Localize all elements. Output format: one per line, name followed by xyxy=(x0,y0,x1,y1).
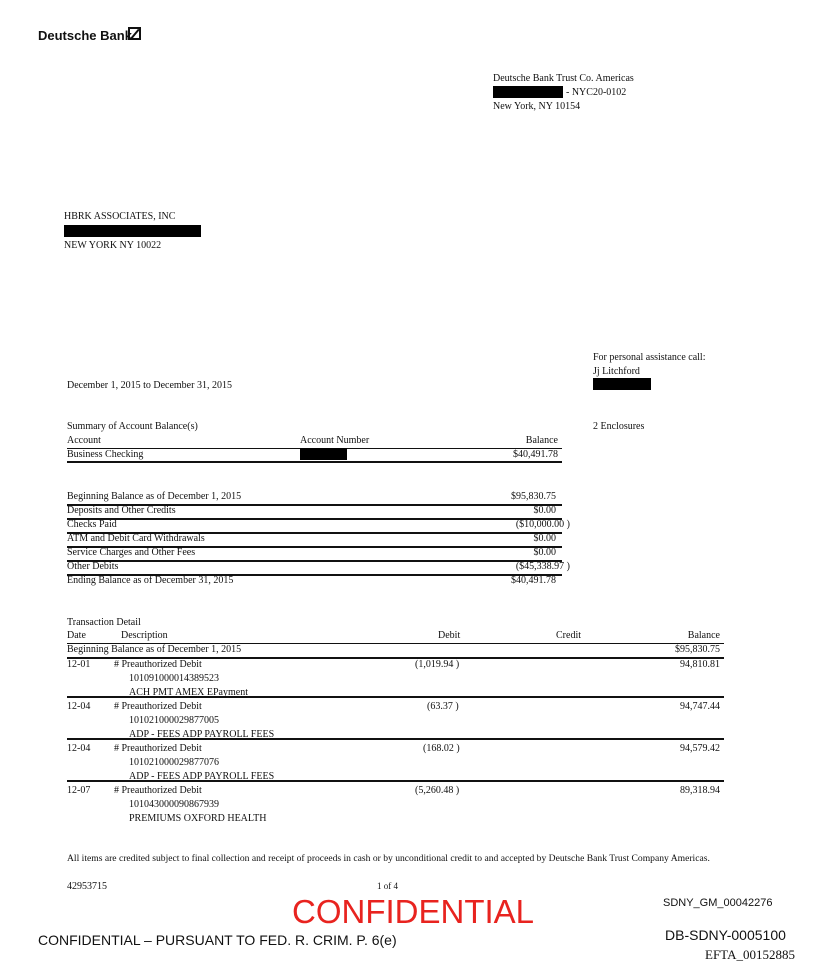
txn-debit: (168.02 ) xyxy=(423,743,460,754)
document-number: 42953715 xyxy=(67,881,107,892)
account-balance: $40,491.78 xyxy=(513,449,558,460)
txn-balance: 94,810.81 xyxy=(680,659,720,670)
header-account-number: Account Number xyxy=(300,435,370,446)
branch-name: Deutsche Bank Trust Co. Americas xyxy=(493,73,634,84)
txn-reference: 101043000090867939 xyxy=(129,799,219,810)
summary-header xyxy=(67,435,562,449)
txn-memo: ACH PMT AMEX EPayment xyxy=(129,687,248,698)
balance-label: ATM and Debit Card Withdrawals xyxy=(67,533,205,544)
transaction-row xyxy=(67,784,724,822)
balance-row xyxy=(67,505,562,520)
beginning-balance: $95,830.75 xyxy=(675,644,720,655)
txn-balance: 94,579.42 xyxy=(680,743,720,754)
txn-description: # Preauthorized Debit xyxy=(114,701,202,712)
assistance-label: For personal assistance call: xyxy=(593,352,706,363)
balance-label: Service Charges and Other Fees xyxy=(67,547,196,558)
branch-city: New York, NY 10154 xyxy=(493,101,581,112)
header-balance: Balance xyxy=(525,435,558,446)
transaction-row xyxy=(67,658,724,698)
balance-value: $40,491.78 xyxy=(511,575,556,586)
header-account: Account xyxy=(67,435,101,446)
balance-row xyxy=(67,575,562,588)
txn-balance: 94,747.44 xyxy=(680,701,720,712)
txn-date: 12-01 xyxy=(67,659,91,670)
txn-reference: 101021000029877005 xyxy=(129,715,219,726)
txn-balance: 89,318.94 xyxy=(680,785,720,796)
txn-memo: ADP - FEES ADP PAYROLL FEES xyxy=(129,729,275,740)
header-date: Date xyxy=(67,630,86,641)
customer-city: NEW YORK NY 10022 xyxy=(64,240,162,251)
customer-name: HBRK ASSOCIATES, INC xyxy=(64,211,176,222)
summary-row xyxy=(67,448,562,463)
balance-value: ($10,000.00 ) xyxy=(515,519,570,530)
transaction-row xyxy=(67,700,724,740)
balance-row xyxy=(67,519,570,534)
page-number: 1 of 4 xyxy=(377,881,398,891)
balance-row xyxy=(67,547,562,562)
balance-label: Beginning Balance as of December 1, 2015 xyxy=(67,491,242,502)
assistance-contact: Jj Litchford xyxy=(593,366,640,377)
txn-description: # Preauthorized Debit xyxy=(114,659,202,670)
txn-date: 12-04 xyxy=(67,743,91,754)
txn-memo: ADP - FEES ADP PAYROLL FEES xyxy=(129,771,275,782)
txn-reference: 101091000014389523 xyxy=(129,673,219,684)
header-description: Description xyxy=(121,630,168,641)
txn-date: 12-04 xyxy=(67,701,91,712)
balance-value: ($45,338.97 ) xyxy=(515,561,570,572)
balance-label: Ending Balance as of December 31, 2015 xyxy=(67,575,234,586)
balance-label: Deposits and Other Credits xyxy=(67,505,176,516)
disclaimer: All items are credited subject to final collection and receipt of proceeds in cash or by unconditional credit to and accepted by Deutsche Bank Trust Company Americas. xyxy=(67,853,710,864)
account-name: Business Checking xyxy=(67,449,144,460)
txn-debit: (1,019.94 ) xyxy=(415,659,460,670)
header-debit: Debit xyxy=(438,630,461,641)
transaction-header xyxy=(67,630,724,644)
redaction xyxy=(64,225,201,237)
txn-date: 12-07 xyxy=(67,785,91,796)
txn-debit: (5,260.48 ) xyxy=(415,785,460,796)
txn-debit: (63.37 ) xyxy=(427,701,459,712)
bates-number-sdny-gm: SDNY_GM_00042276 xyxy=(663,897,773,909)
enclosures: 2 Enclosures xyxy=(593,421,645,432)
txn-description: # Preauthorized Debit xyxy=(114,743,202,754)
beginning-label: Beginning Balance as of December 1, 2015 xyxy=(67,644,242,655)
balance-value: $95,830.75 xyxy=(511,491,556,502)
beginning-balance-row xyxy=(67,644,724,659)
balance-value: $0.00 xyxy=(533,533,556,544)
deutsche-bank-slash-icon xyxy=(128,27,141,40)
summary-title: Summary of Account Balance(s) xyxy=(67,421,198,432)
balance-row xyxy=(67,491,562,506)
balance-label: Other Debits xyxy=(67,561,119,572)
statement-period: December 1, 2015 to December 31, 2015 xyxy=(67,380,232,391)
confidential-stamp: CONFIDENTIAL xyxy=(292,893,535,930)
confidential-notice: CONFIDENTIAL – PURSUANT TO FED. R. CRIM. P. 6(e) xyxy=(38,932,397,948)
branch-code: - NYC20-0102 xyxy=(566,87,627,98)
balance-row xyxy=(67,561,570,576)
bank-logo: Deutsche Bank xyxy=(38,28,132,43)
header-credit: Credit xyxy=(556,630,581,641)
balance-row xyxy=(67,533,562,548)
header-balance: Balance xyxy=(687,630,720,641)
balance-value: $0.00 xyxy=(533,505,556,516)
redaction xyxy=(300,448,347,460)
efta-number: EFTA_00152885 xyxy=(705,947,795,962)
txn-reference: 101021000029877076 xyxy=(129,757,219,768)
bates-number-db-sdny: DB-SDNY-0005100 xyxy=(665,927,786,943)
txn-description: # Preauthorized Debit xyxy=(114,785,202,796)
redaction xyxy=(593,378,651,390)
txn-memo: PREMIUMS OXFORD HEALTH xyxy=(129,813,267,824)
balance-label: Checks Paid xyxy=(67,519,117,530)
transaction-title: Transaction Detail xyxy=(67,617,141,628)
balance-value: $0.00 xyxy=(533,547,556,558)
transaction-row xyxy=(67,742,724,782)
redaction xyxy=(493,86,563,98)
